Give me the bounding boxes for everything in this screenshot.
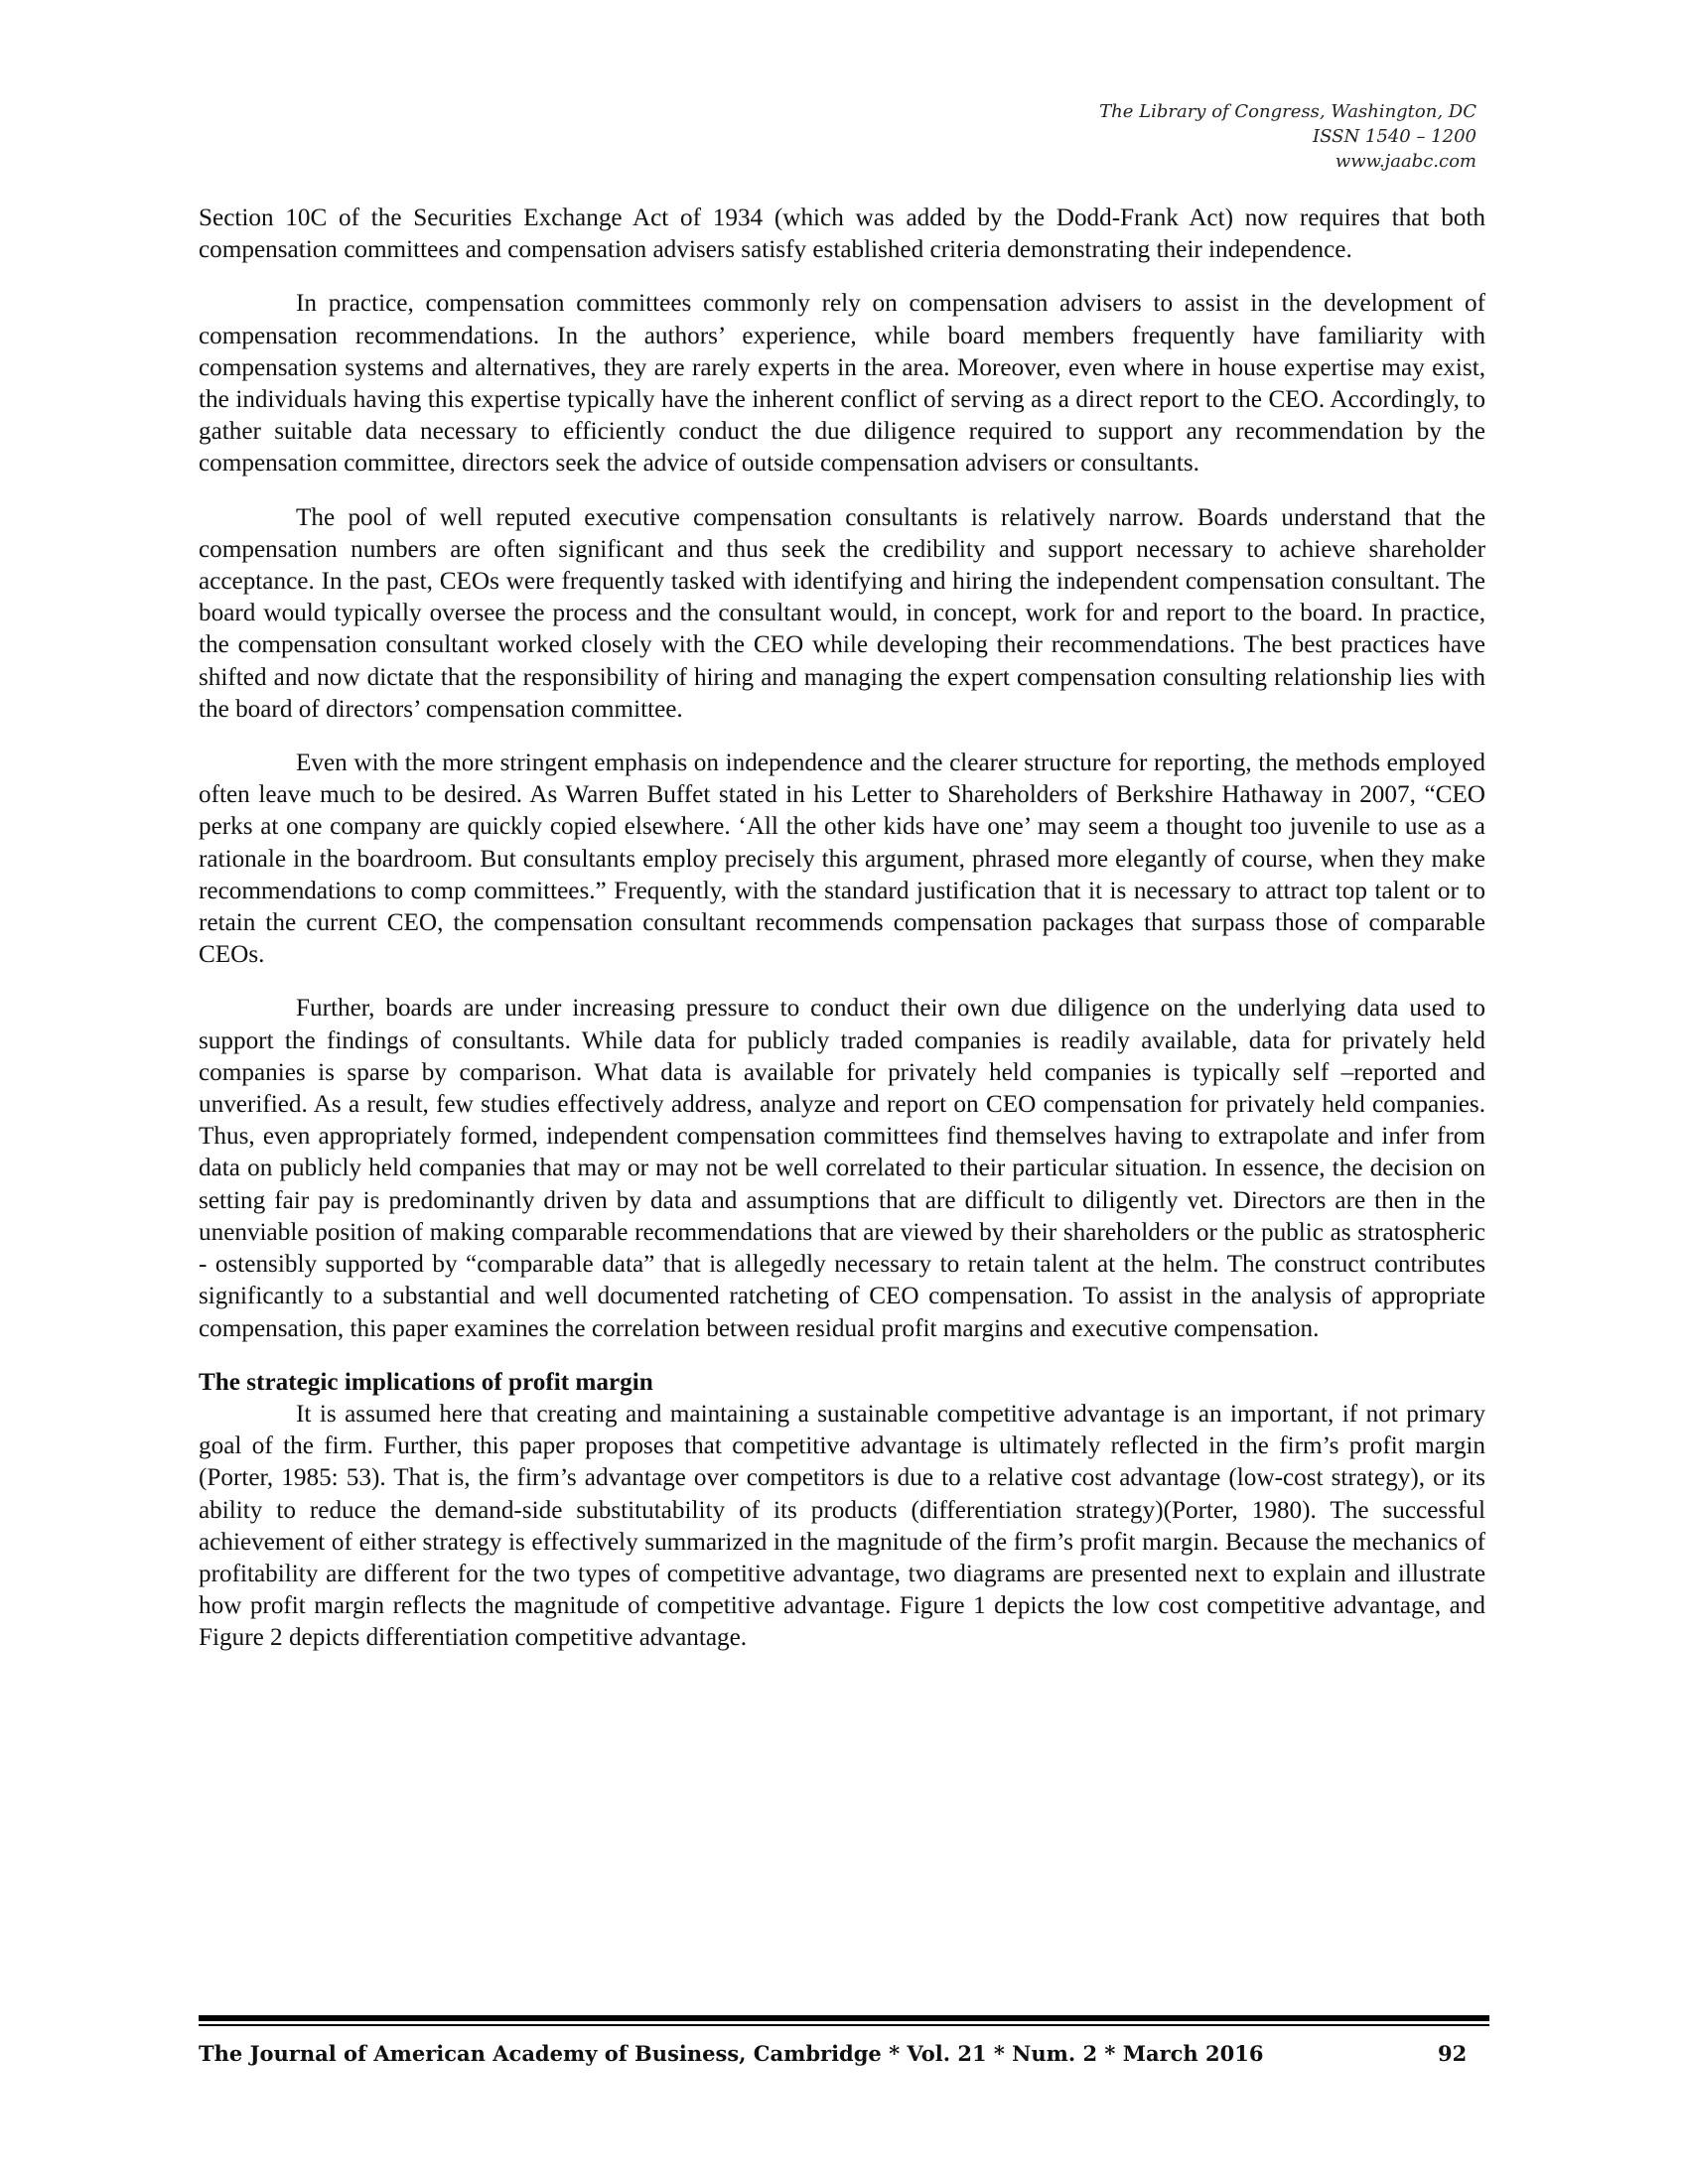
footer-journal-citation: The Journal of American Academy of Business, Cambridge * Vol. 21 * Num. 2 * March 2016 <box>199 2041 1264 2066</box>
paragraph-section-10c: Section 10C of the Securities Exchange Act of 1934 (which was added by the Dodd-Frank Act) now requires that both compensation committees and compensation advisers satisfy established criteria demonstrating their independence. <box>199 205 1485 264</box>
body-text <box>199 203 1485 1677</box>
header-issn-line: ISSN 1540 – 1200 <box>1313 126 1477 147</box>
paragraph-due-diligence: Further, boards are under increasing pressure to conduct their own due diligence on the underlying data used to support the findings of consultants. While data for publicly traded companies is readily available, data for privately held companies is sparse by comparison. What data is available for privately held companies is typically self –reported and unverified. As a result, few studies effectively address, analyze and report on CEO compensation for privately held companies. Thus, even appropriately formed, independent compensation committees find themselves having to extrapolate and infer from data on publicly held companies that may or may not be well correlated to their particular situation. In essence, the decision on setting fair pay is predominantly driven by data and assumptions that are difficult to diligently vet. Directors are then in the unenviable position of making comparable recommendations that are viewed by their shareholders or the public as stratospheric - ostensibly supported by “comparable data” that is allegedly necessary to retain talent at the helm. The construct contributes significantly to a substantial and well documented ratcheting of CEO compensation. To assist in the analysis of appropriate compensation, this paper examines the correlation between residual profit margins and executive compensation. <box>199 995 1485 1342</box>
header-library-line: The Library of Congress, Washington, DC <box>1099 101 1477 122</box>
page-number: 92 <box>1438 2041 1468 2066</box>
paragraph-compensation-advisers: In practice, compensation committees commonly rely on compensation advisers to assist in the development of compensation recommendations. In the authors’ experience, while board members frequently have familiarity with compensation systems and alternatives, they are rarely experts in the area. Moreover, even where in house expertise may exist, the individuals having this expertise typically have the inherent conflict of serving as a direct report to the CEO. Accordingly, to gather suitable data necessary to efficiently conduct the due diligence required to support any recommendation by the compensation committee, directors seek the advice of outside compensation advisers or consultants. <box>199 290 1485 478</box>
paragraph-profit-margin: It is assumed here that creating and maintaining a sustainable competitive advantage is an important, if not primary goal of the firm. Further, this paper proposes that competitive advantage is ultimately reflected in the firm’s profit margin (Porter, 1985: 53). That is, the firm’s advantage over competitors is due to a relative cost advantage (low-cost strategy), or its ability to reduce the demand-side substitutability of its products (differentiation strategy)(Porter, 1980). The successful achievement of either strategy is effectively summarized in the magnitude of the firm’s profit margin. Because the mechanics of profitability are different for the two types of competitive advantage, two diagrams are presented next to explain and illustrate how profit margin reflects the magnitude of competitive advantage. Figure 1 depicts the low cost competitive advantage, and Figure 2 depicts differentiation competitive advantage. <box>199 1400 1485 1652</box>
footer-rule-thick <box>199 2015 1489 2021</box>
section-heading: The strategic implications of profit margin <box>199 1368 653 1396</box>
running-footer <box>199 2039 1489 2079</box>
header-website-line: www.jaabc.com <box>1335 151 1477 172</box>
footer-rule-thin <box>199 2024 1489 2026</box>
running-header <box>781 99 1477 174</box>
paragraph-consultant-pool: The pool of well reputed executive compensation consultants is relatively narrow. Boards understand that the compensation numbers are often significant and thus seek the credibility and support necessary to achieve shareholder acceptance. In the past, CEOs were frequently tasked with identifying and hiring the independent compensation consultant. The board would typically oversee the process and the consultant would, in concept, work for and report to the board. In practice, the compensation consultant worked closely with the CEO while developing their recommendations. The best practices have shifted and now dictate that the responsibility of hiring and managing the expert compensation consulting relationship lies with the board of directors’ compensation committee. <box>199 503 1485 723</box>
paragraph-buffett-quote: Even with the more stringent emphasis on independence and the clearer structure for reporting, the methods employed often leave much to be desired. As Warren Buffet stated in his Letter to Shareholders of Berkshire Hathaway in 2007, “CEO perks at one company are quickly copied elsewhere. ‘All the other kids have one’ may seem a thought too juvenile to use as a rationale in the boardroom. But consultants employ precisely this argument, phrased more elegantly of course, when they make recommendations to comp committees.” Frequently, with the standard justification that it is necessary to attract top talent or to retain the current CEO, the compensation consultant recommends compensation packages that surpass those of comparable CEOs. <box>199 750 1485 969</box>
